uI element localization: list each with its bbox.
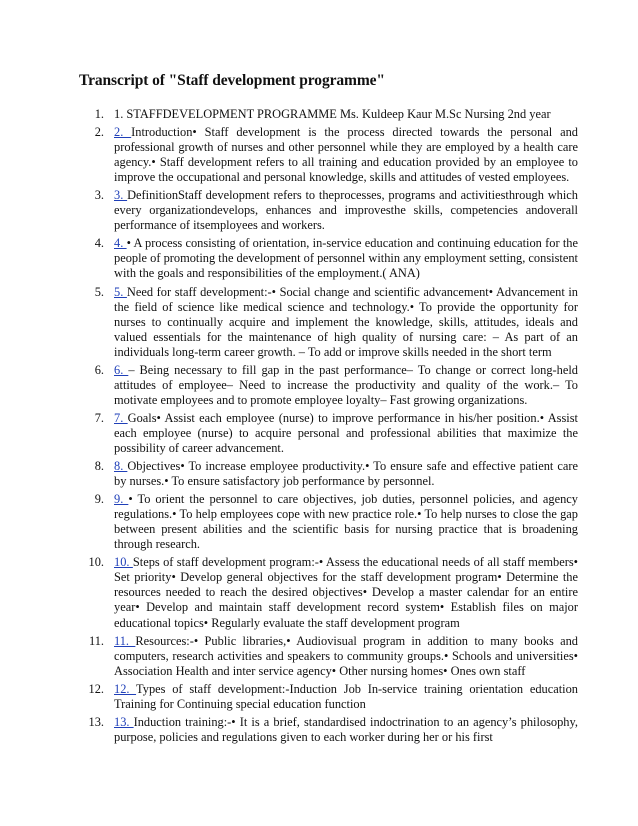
item-number: 12. (88, 681, 104, 696)
item-number: 3. (94, 188, 104, 203)
list-item (78, 285, 578, 360)
slide-link[interactable]: 12. (114, 681, 137, 696)
slide-link[interactable]: 10. (114, 555, 133, 570)
item-text: Goals• Assist each employee (nurse) to improve performance in his/her position.• Assist each employee (nurse) to acquire personal and professional abilities that maximize the possibility of career advancement. (114, 410, 579, 455)
item-number: 5. (94, 284, 104, 299)
item-number: 10. (88, 555, 104, 570)
item-text: Induction training:-• It is a brief, standardised indoctrination to an agency’s philosophy, purpose, policies and regulations given to each worker during her or his first (114, 714, 578, 744)
item-text: Introduction• Staff development is the process directed towards the personal and professional growth of nurses and other personnel while they are employed by a health care agency.• Staff development refers to all training and education provided by an employee to improve the occupational and personal knowledge, skills and attitudes of vested employees. (114, 125, 579, 185)
item-text: Types of staff development:-Induction Job In-service training orientation education Training for Continuing special education function (114, 681, 578, 711)
item-text: – Being necessary to fill gap in the past performance– To change or correct long-held attitudes of employee– Need to increase the productivity and quality of the work.– To motivate employees and to promote employee loyalty– Fast growing organizations. (114, 362, 578, 407)
item-number: 7. (94, 410, 104, 425)
item-text: Need for staff development:-• Social change and scientific advancement• Advancement in the field of science like medical science and technology.• To provide the opportunity for nurses to continually acquire and implement the knowledge, skills, attitudes, ideals and valued essentials for the maintenance of high quality of nursing care: – As part of an individuals long-term career growth. – To add or improve skills needed in the short term (114, 284, 579, 359)
item-number: 9. (94, 492, 104, 507)
item-number: 6. (94, 362, 104, 377)
slide-link[interactable]: 11. (114, 633, 136, 648)
slide-link[interactable]: 13. (114, 714, 134, 729)
list-item (78, 715, 578, 745)
item-number: 13. (88, 714, 104, 729)
slide-link[interactable]: 3. (114, 188, 128, 203)
slide-link[interactable]: 8. (114, 459, 128, 474)
slide-link[interactable]: 5. (114, 284, 127, 299)
item-text: Objectives• To increase employee productivity.• To ensure safe and effective patient care by nurses.• To ensure satisfactory job performance by personnel. (114, 459, 579, 489)
list-item (78, 555, 578, 630)
list-item (78, 634, 578, 679)
slide-link[interactable]: 6. (114, 362, 129, 377)
list-item (78, 459, 578, 489)
item-number: 2. (94, 125, 104, 140)
item-text: Resources:-• Public libraries,• Audiovisual program in addition to many books and computers, research activities and speakers to community groups.• Schools and universities• Association Health and inter service agency• Other nursing homes• Ones own staff (114, 633, 578, 678)
slide-link[interactable]: 9. (114, 492, 129, 507)
list-item (78, 492, 578, 552)
item-text: • A process consisting of orientation, in-service education and continuing education for the people of promoting the development of personnel within any employment setting, consistent with the goals and responsibilities of the employment.( ANA) (114, 236, 578, 281)
list-item (78, 107, 578, 122)
item-text: • To orient the personnel to care objectives, job duties, personnel policies, and agency regulations.• To help employees cope with new practice role.• To help nurses to close the gap between present abilities and the scientific basis for nursing practice that is broadening through research. (114, 492, 579, 552)
list-item (78, 188, 578, 233)
list-item (78, 682, 578, 712)
item-number: 4. (94, 236, 104, 251)
item-text: 1. STAFFDEVELOPMENT PROGRAMME Ms. Kuldeep Kaur M.Sc Nursing 2nd year (114, 107, 551, 121)
item-number: 1. (94, 107, 104, 121)
item-number: 8. (94, 459, 104, 474)
list-item (78, 125, 578, 185)
list-item (78, 236, 578, 281)
page-title: Transcript of "Staff development programme" (79, 72, 385, 89)
slide-link[interactable]: 7. (114, 410, 128, 425)
item-text: DefinitionStaff development refers to theprocesses, programs and activitiesthrough which every organizationdevelops, enhances and improvesthe skills, competencies andoverall performance of itsemployees and workers. (114, 188, 579, 233)
list-item (78, 411, 578, 456)
transcript-list (78, 107, 578, 745)
slide-link[interactable]: 2. (114, 125, 132, 140)
slide-link[interactable]: 4. (114, 236, 127, 251)
item-number: 11. (88, 633, 104, 648)
list-item (78, 363, 578, 408)
item-text: Steps of staff development program:-• Assess the educational needs of all staff members• Set priority• Develop general objectives for the staff development program• Determine the resources needed to reach the desired objectives• Develop a master calendar for an entire year• Develop and maintain staff development record system• Establish files on major educational topics• Regularly evaluate the staff development program (114, 555, 578, 630)
